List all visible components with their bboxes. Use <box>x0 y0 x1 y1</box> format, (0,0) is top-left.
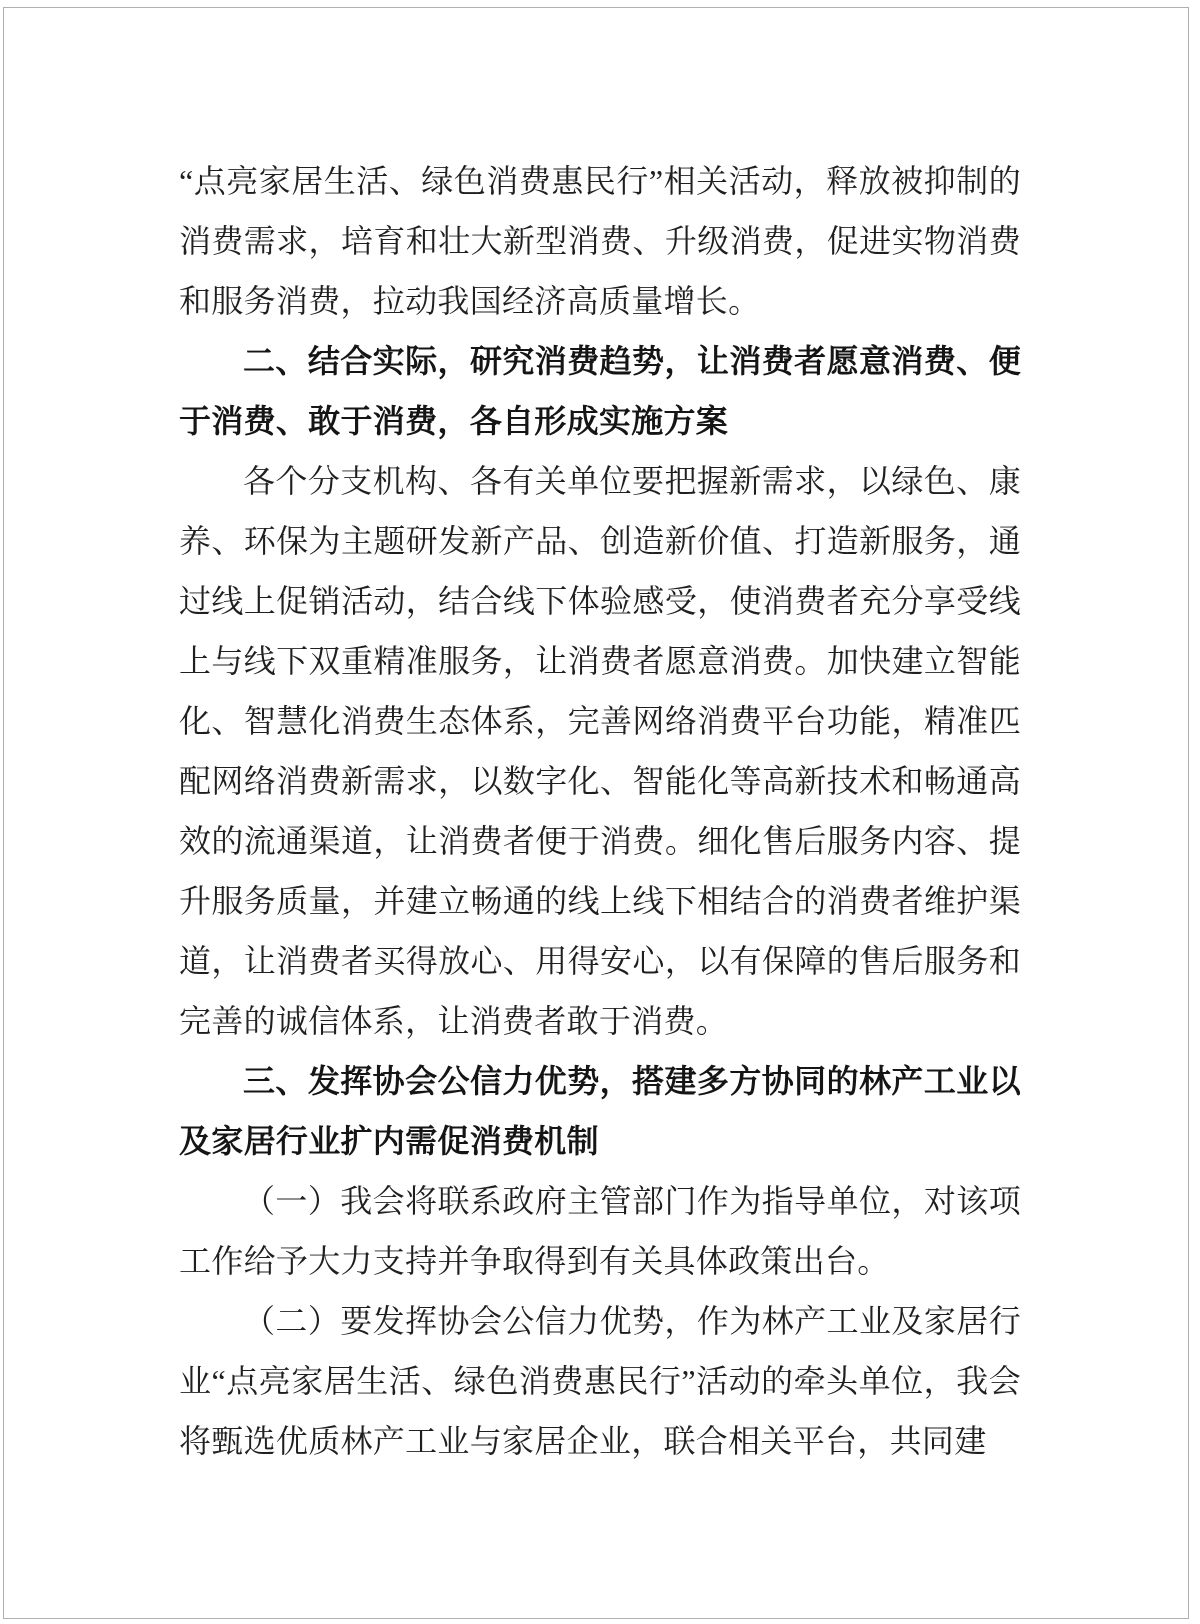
section-3-heading: 三、发挥协会公信力优势，搭建多方协同的林产工业以及家居行业扩内需促消费机制 <box>179 1063 1021 1159</box>
item-1-paragraph: （一）我会将联系政府主管部门作为指导单位，对该项工作给予大力支持并争取得到有关具体政策出台。 <box>179 1183 1021 1279</box>
continuation-paragraph: “点亮家居生活、绿色消费惠民行”相关活动，释放被抑制的消费需求，培育和壮大新型消费、升级消费，促进实物消费和服务消费，拉动我国经济高质量增长。 <box>179 163 1021 319</box>
document-page <box>3 7 1189 1619</box>
document-text-block <box>179 151 1021 1471</box>
section-2-body-paragraph: 各个分支机构、各有关单位要把握新需求，以绿色、康养、环保为主题研发新产品、创造新价值、打造新服务，通过线上促销活动，结合线下体验感受，使消费者充分享受线上与线下双重精准服务，让消费者愿意消费。加快建立智能化、智慧化消费生态体系，完善网络消费平台功能，精准匹配网络消费新需求，以数字化、智能化等高新技术和畅通高效的流通渠道，让消费者便于消费。细化售后服务内容、提升服务质量，并建立畅通的线上线下相结合的消费者维护渠道，让消费者买得放心、用得安心，以有保障的售后服务和完善的诚信体系，让消费者敢于消费。 <box>179 463 1021 1039</box>
item-2-paragraph: （二）要发挥协会公信力优势，作为林产工业及家居行业“点亮家居生活、绿色消费惠民行”活动的牵头单位，我会将甄选优质林产工业与家居企业，联合相关平台，共同建 <box>179 1303 1021 1459</box>
section-2-heading: 二、结合实际，研究消费趋势，让消费者愿意消费、便于消费、敢于消费，各自形成实施方案 <box>179 343 1021 439</box>
